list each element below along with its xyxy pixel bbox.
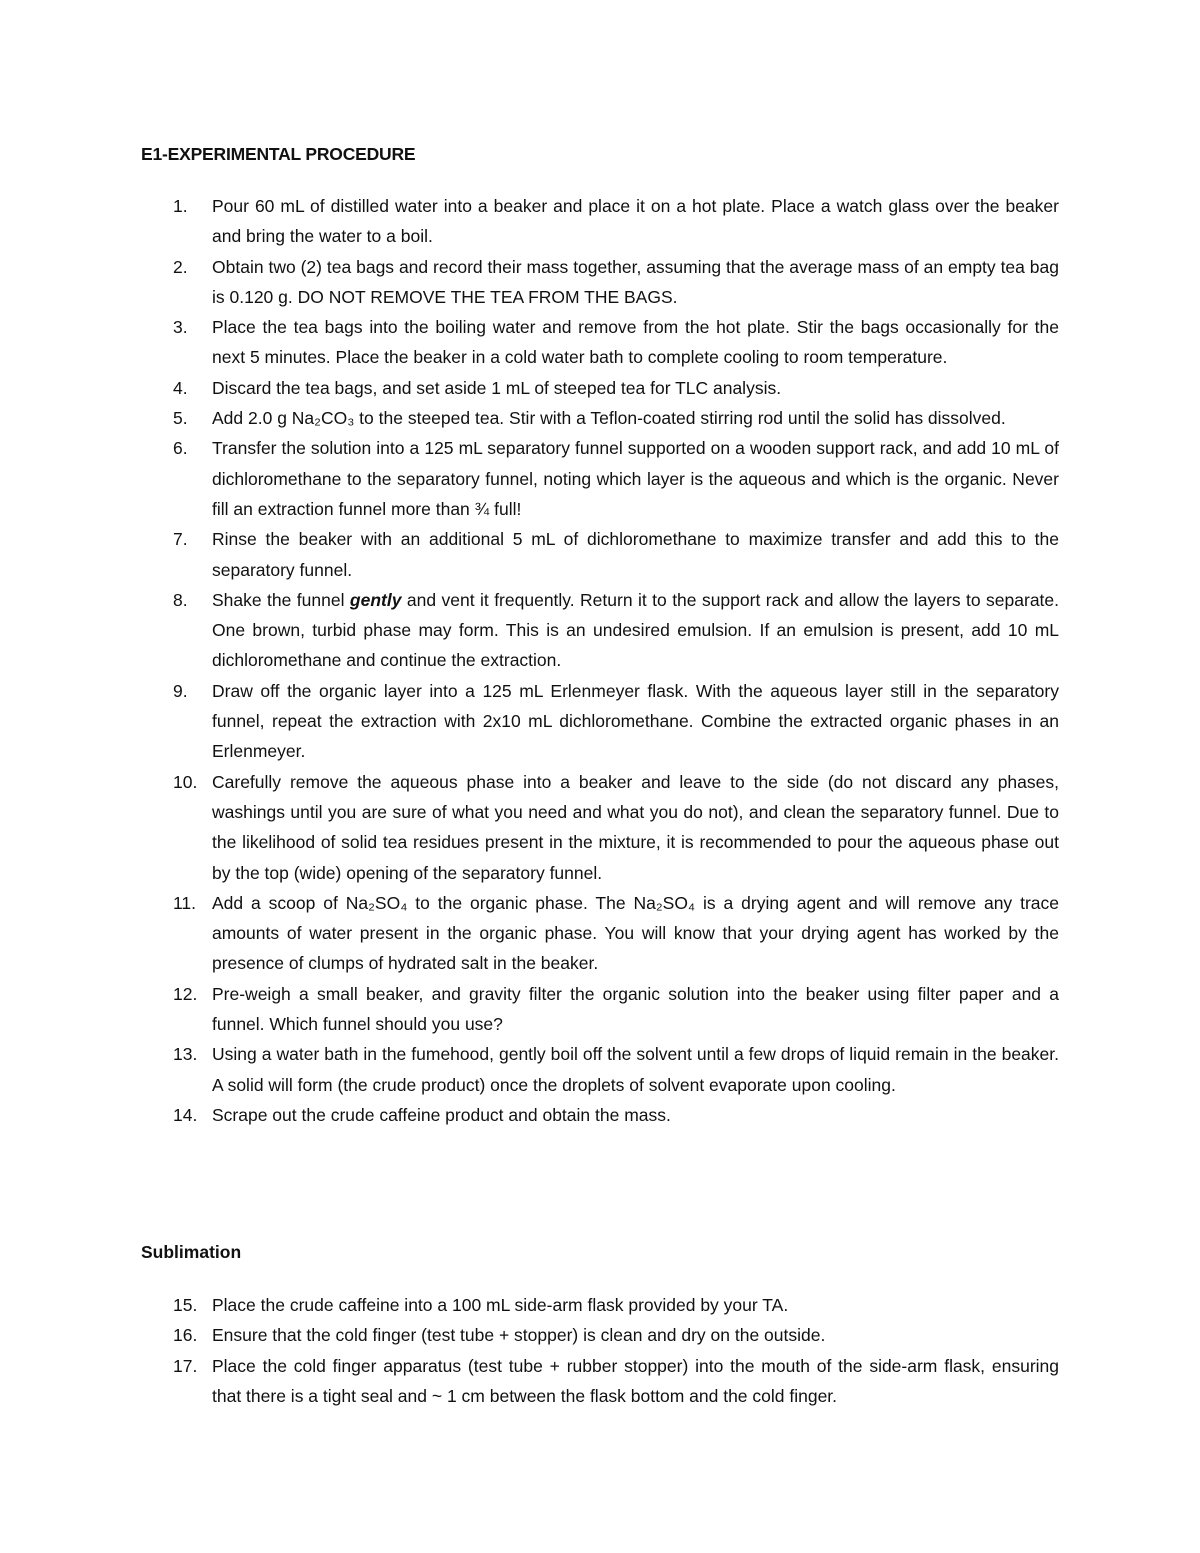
step-text: Place the cold finger apparatus (test tube + rubber stopper) into the mouth of the side-arm flask, ensuring that there is a tight seal and ~ 1 cm between the flask bottom and the cold finger. bbox=[212, 1355, 1059, 1406]
step-text: Pour 60 mL of distilled water into a beaker and place it on a hot plate. Place a watch glass over the beaker and bring the water to a boil. bbox=[212, 196, 1059, 247]
step-number: 8. bbox=[173, 589, 188, 610]
step-number: 17. bbox=[173, 1355, 198, 1376]
step-number: 11. bbox=[173, 892, 197, 913]
step-text: Place the tea bags into the boiling water and remove from the hot plate. Stir the bags occasionally for the next 5 minutes. Place the beaker in a cold water bath to complete cooling to room temperature. bbox=[212, 317, 1059, 368]
emphasis-text: gently bbox=[349, 589, 402, 610]
step-text: Rinse the beaker with an additional 5 mL of dichloromethane to maximize transfer and add this to the separatory funnel. bbox=[212, 529, 1059, 580]
step-number: 3. bbox=[173, 317, 188, 338]
list-item bbox=[141, 585, 1059, 676]
list-item bbox=[141, 1039, 1059, 1100]
list-item bbox=[141, 1290, 1059, 1320]
list-item bbox=[141, 403, 1059, 433]
step-number: 14. bbox=[173, 1104, 198, 1125]
sublimation-list bbox=[141, 1290, 1059, 1411]
list-item bbox=[141, 252, 1059, 313]
step-text-post: and vent it frequently. Return it to the support rack and allow the layers to separate. One brown, turbid phase may form. This is an undesired emulsion. If an emulsion is present, add 10 mL dichloromethane and continue the extraction. bbox=[212, 589, 1060, 671]
list-item bbox=[141, 767, 1059, 888]
list-item bbox=[141, 676, 1059, 767]
list-item bbox=[141, 1100, 1059, 1130]
step-text: Scrape out the crude caffeine product and obtain the mass. bbox=[212, 1104, 671, 1125]
step-number: 1. bbox=[173, 196, 188, 216]
list-item bbox=[141, 1351, 1059, 1412]
list-item bbox=[141, 433, 1059, 524]
step-text: Pre-weigh a small beaker, and gravity filter the organic solution into the beaker using filter paper and a funnel. Which funnel should you use? bbox=[212, 983, 1059, 1035]
step-text-pre: Shake the funnel bbox=[212, 589, 350, 610]
step-number: 6. bbox=[173, 438, 188, 459]
list-item bbox=[141, 1320, 1059, 1350]
procedure-list bbox=[141, 191, 1059, 1130]
step-text: Transfer the solution into a 125 mL separatory funnel supported on a wooden support rack, and add 10 mL of dichloromethane to the separatory funnel, noting which layer is the aqueous and which is the organic. Never fill an extraction funnel more than ¾ full! bbox=[212, 438, 1059, 519]
step-number: 10. bbox=[173, 771, 198, 792]
step-text bbox=[212, 585, 1059, 676]
step-text: Add 2.0 g Na₂CO₃ to the steeped tea. Stir with a Teflon-coated stirring rod until the solid has dissolved. bbox=[212, 408, 1006, 429]
step-number: 12. bbox=[173, 983, 198, 1004]
step-number: 15. bbox=[173, 1295, 198, 1315]
list-item bbox=[141, 979, 1059, 1040]
step-text: Ensure that the cold finger (test tube + stopper) is clean and dry on the outside. bbox=[212, 1325, 826, 1346]
step-text: Discard the tea bags, and set aside 1 mL of steeped tea for TLC analysis. bbox=[212, 377, 782, 398]
step-number: 2. bbox=[173, 256, 188, 277]
section-heading: Sublimation bbox=[141, 1242, 242, 1262]
step-text: Add a scoop of Na₂SO₄ to the organic phase. The Na₂SO₄ is a drying agent and will remove any trace amounts of water present in the organic phase. You will know that your drying agent has worked by the presence of clumps of hydrated salt in the beaker. bbox=[212, 892, 1059, 974]
step-number: 13. bbox=[173, 1044, 198, 1065]
list-item bbox=[141, 373, 1059, 403]
step-text: Place the crude caffeine into a 100 mL side-arm flask provided by your TA. bbox=[212, 1295, 789, 1315]
step-number: 5. bbox=[173, 408, 188, 429]
step-text: Using a water bath in the fumehood, gently boil off the solvent until a few drops of liquid remain in the beaker. A solid will form (the crude product) once the droplets of solvent evaporate upon cooling. bbox=[212, 1044, 1059, 1095]
step-text: Obtain two (2) tea bags and record their mass together, assuming that the average mass of an empty tea bag is 0.120 g. DO NOT REMOVE THE TEA FROM THE BAGS. bbox=[212, 256, 1059, 307]
list-item bbox=[141, 312, 1059, 373]
list-item bbox=[141, 524, 1059, 585]
step-number: 16. bbox=[173, 1325, 198, 1346]
step-number: 7. bbox=[173, 529, 188, 550]
step-text: Carefully remove the aqueous phase into a beaker and leave to the side (do not discard any phases, washings until you are sure of what you need and what you do not), and clean the separatory funnel. Due to the likelihood of solid tea residues present in the mixture, it is recommended to pour the aqueous phase out by the top (wide) opening of the separatory funnel. bbox=[212, 771, 1059, 883]
list-item bbox=[141, 888, 1059, 979]
step-text: Draw off the organic layer into a 125 mL Erlenmeyer flask. With the aqueous layer still in the separatory funnel, repeat the extraction with 2x10 mL dichloromethane. Combine the extracted organic phases in an Erlenmeyer. bbox=[212, 680, 1059, 762]
step-number: 9. bbox=[173, 680, 188, 701]
list-item bbox=[141, 191, 1059, 252]
page-title: E1-EXPERIMENTAL PROCEDURE bbox=[141, 144, 416, 164]
step-number: 4. bbox=[173, 377, 188, 398]
